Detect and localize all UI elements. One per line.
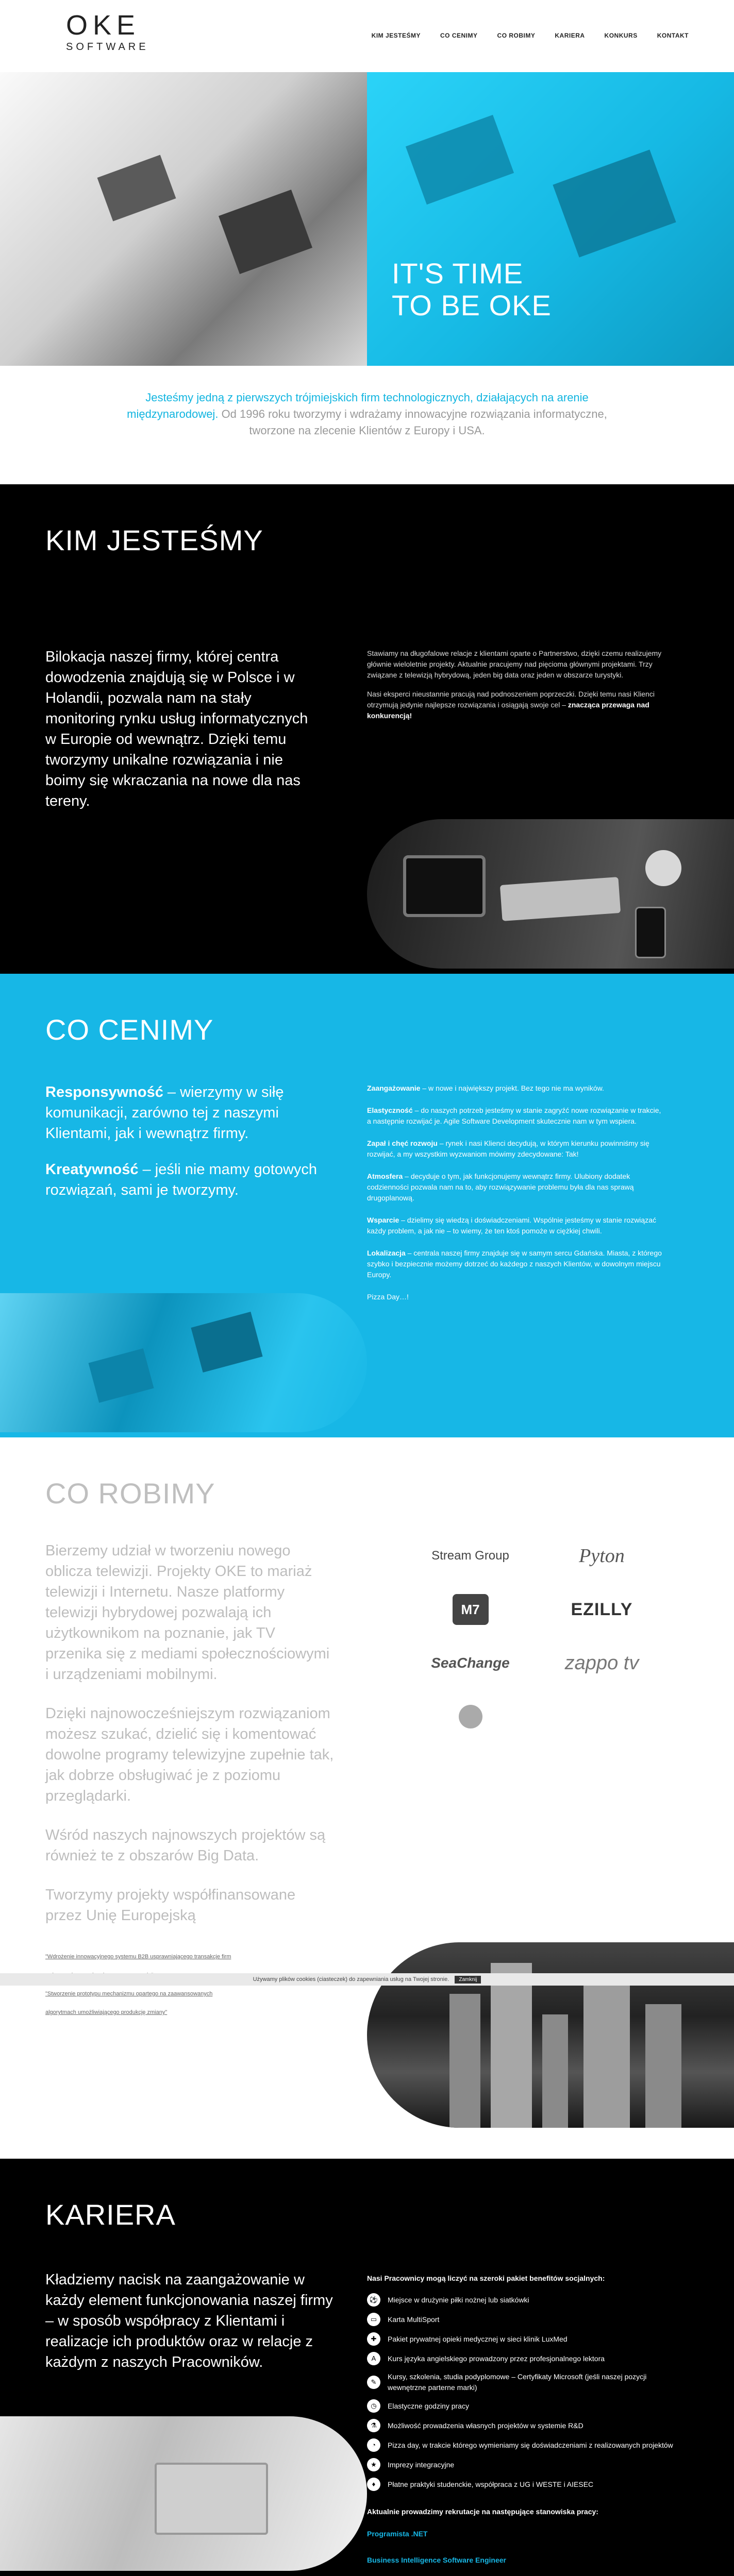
section-kariera [0,2159,734,2576]
logo-zappo-tv: zappo tv [564,1652,639,1674]
section-cenimy [0,974,734,1437]
eu-project-link[interactable]: algorytmach umożliwiającego produkcję zmiany" [45,2009,168,2015]
eu-project-link[interactable]: "Stworzenie prototypu mechanizmu opartego na zaawansowanych [45,1991,213,1997]
benefit-item: ♦ Płatne praktyki studenckie, współpraca z UG i WESTE i AIESEC [367,2478,676,2491]
benefit-item: ⚽ Miejsce w drużynie piłki nożnej lub siatkówki [367,2293,676,2307]
logo-stream-group: Stream Group [431,1549,509,1563]
benefit-item: A Kurs języka angielskiego prowadzony przez profesjonalnego lektora [367,2352,676,2365]
cenimy-lead: Responsywność – wierzymy w siłę komunikacji, zarówno tej z naszymi Klientami, jak i wewnątrz firmy. Kreatywność – jeśli nie mamy gotowych rozwiązań, sami je tworzymy. [45,1084,318,1198]
nav-kariera[interactable]: KARIERA [555,32,585,39]
intro-highlight: Jesteśmy jedną z pierwszych trójmiejskich firm technologicznych, działających na arenie międzynarodowej. [127,391,589,420]
benefit-item: ◔ Pizza day, w trakcie którego wymieniamy się doświadczeniami z realizowanych projektów [367,2438,676,2452]
logo-ezilly: EZILLY [571,1599,633,1619]
clock-icon: ◷ [367,2399,380,2413]
city-photo [367,1942,734,2128]
section-title: CO CENIMY [45,1013,214,1046]
job-link[interactable]: Programista .NET [367,2530,428,2538]
logo-seachange: SeaChange [431,1655,510,1671]
kariera-content: Nasi Pracownicy mogą liczyć na szeroki pakiet benefitów socjalnych: ⚽ Miejsce w drużynie piłki nożnej lub siatkówki ▭ Karta MultiSport ✚ Pakiet prywatnej opieki medycznej w sieci klinik LuxMed A Kurs języka angielskiego prowadzony przez profesjonalnego lektora ✎ Kursy, szkolenia, studia podyplomowe – Certyfikaty Microsoft (jeśli naszej pozycji wewnętrzne parterne marki) ◷ Elastyczne godziny pracy ⚗ Możliwość prowadzenia własnych projektów w systemie R&D ◔ Pizza day, w trakcie którego wymieniamy się doświadczeniami z realizowanych projektów ★ Imprezy integracyjne ♦ Płatne praktyki studenckie, współpraca z UG i WESTE i AIESEC Aktualnie prowadzimy rekrutacje na następujące stanowiska pracy: Programista .NET Business Intelligence Software Engineer [367,2273,676,2576]
benefit-item: ◷ Elastyczne godziny pracy [367,2399,676,2413]
value-item: Zapał i chęć rozwoju – rynek i nasi Klienci decydują, w którym kierunku powinniśmy się rozwijać, a my wszystkim wyzwaniom mówimy zdecydowane: Tak! [367,1139,649,1158]
section-title: KARIERA [45,2198,176,2231]
main-nav [372,32,689,39]
logo-sub: SOFTWARE [66,41,149,53]
value-item: Pizza Day…! [367,1293,409,1301]
cenimy-values [367,1083,666,1314]
value-item: Zaangażowanie – w nowe i największy projekt. Bez tego nie ma wyników. [367,1084,604,1092]
logo[interactable] [66,11,149,53]
value-item: Atmosfera – decyduje o tym, jak funkcjonujemy wewnątrz firmy. Ulubiony dodatek codzienności pozwala nam na to, aby rozwiązywanie problemu była dla nas sprawą drugoplanową. [367,1172,634,1202]
nav-kim[interactable]: KIM JESTEŚMY [371,32,421,39]
lab-icon: ⚗ [367,2419,380,2432]
logo-m7-group: M7 Group [412,1594,528,1625]
section-kim [0,484,734,974]
hand-cubes-photo [0,1293,367,1432]
logo-main: OKE [66,10,141,41]
hero-photo-left [0,72,367,366]
job-link[interactable]: Business Intelligence Software Engineer [367,2556,506,2564]
cookie-close-button[interactable]: Zamknij [455,1976,481,1984]
education-icon: ✎ [367,2376,380,2389]
language-icon: A [367,2352,380,2365]
benefit-item: ▭ Karta MultiSport [367,2313,676,2326]
card-icon: ▭ [367,2313,380,2326]
kim-lead: Bilokacja naszej firmy, której centra dowodzenia znajdują się w Polsce i w Holandii, pozwala nam na stały monitoring rynku usług informatycznych w Europie od wewnątrz. Dzięki temu tworzymy unikalne rozwiązania i nie boimy się wkraczania na nowe dla nas tereny. [45,649,308,809]
section-title: KIM JESTEŚMY [45,524,263,556]
nav-robimy[interactable]: CO ROBIMY [497,32,536,39]
student-icon: ♦ [367,2478,380,2491]
benefit-item: ★ Imprezy integracyjne [367,2458,676,2471]
robimy-text: Bierzemy udział w tworzeniu nowego oblicza telewizji. Projekty OKE to mariaż telewizji i Internetu. Nasze platformy telewizji hybrydowej pozwalają ich użytkownikom na poznanie, jak TV przenika się z mediami społecznościowymi i urządzeniami mobilnymi. Dzięki najnowocześniejszym rozwiązaniom możesz szukać, dzielić się i komentować dowolne programy telewizyjne zupełnie tak, jak dobrze obsługiwać je z poziomu przeglądarki. Wśród naszych najnowszych projektów są również te z obszarów Big Data. Tworzymy projekty współfinansowane przez Unię Europejską [45,1543,334,1924]
nav-konkurs[interactable]: KONKURS [604,32,638,39]
benefit-item: ⚗ Możliwość prowadzenia własnych projektów w systemie R&D [367,2419,676,2432]
medical-icon: ✚ [367,2332,380,2346]
section-robimy [0,1437,734,2159]
pizza-icon: ◔ [367,2438,380,2452]
cookie-bar: Używamy plików cookies (ciasteczek) do zapewniania usług na Twojej stronie. Zamknij [0,1973,734,1986]
intro [0,366,734,484]
vodafone-icon [459,1705,482,1728]
nav-kontakt[interactable]: KONTAKT [657,32,689,39]
desk-photo [367,819,734,969]
hero-photo-right [367,72,734,366]
section-title: CO ROBIMY [45,1477,215,1510]
header [0,0,734,72]
intro-text: Od 1996 roku tworzymy i wdrażamy innowacyjne rozwiązania informatyczne, tworzone na zlecenie Klientów z Europy i USA. [221,408,607,437]
hero-title: IT'S TIME TO BE OKE [392,257,552,321]
value-item: Elastyczność – do naszych potrzeb jesteśmy w stanie zagryźć nowe rozwiązanie w trakcie, a następnie rozwijać je. Agile Software Development skutecznie nam w tym wspiera. [367,1106,661,1125]
kim-text: Stawiamy na długofalowe relacje z klientami oparte o Partnerstwo, dzięki czemu realizujemy głównie wieloletnie projekty. Aktualnie pracujemy nad pięcioma głównymi projektami. Trzy związane z telewizją hybrydową, jeden big data oraz jeden w obszarze turystyki. Nasi eksperci nieustannie pracują nad podnoszeniem poprzeczki. Dzięki temu nasi Klienci otrzymują jedynie najlepsze rozwiązania i osiągają swoje cel – znacząca przewaga nad konkurencją! [367,649,662,720]
nav-cenimy[interactable]: CO CENIMY [440,32,478,39]
value-item: Wsparcie – dzielimy się wiedzą i doświadczeniami. Wspólnie jesteśmy w stanie rozwiązać każdy problem, a jak nie – to wiemy, że ten ktoś pomoże w ciężkiej chwili. [367,1216,656,1235]
client-logos [412,1540,660,1732]
eu-project-link[interactable]: "Wdrożenie innowacyjnego systemu B2B usprawniającego transakcje firm [45,1954,231,1960]
benefit-item: ✎ Kursy, szkolenia, studia podyplomowe – Certyfikaty Microsoft (jeśli naszej pozycji wewnętrzne parterne marki) [367,2371,676,2393]
logo-vodafone [412,1701,528,1732]
hero [0,72,734,366]
benefit-item: ✚ Pakiet prywatnej opieki medycznej w sieci klinik LuxMed [367,2332,676,2346]
party-icon: ★ [367,2458,380,2471]
football-icon: ⚽ [367,2293,380,2307]
value-item: Lokalizacja – centrala naszej firmy znajduje się w samym sercu Gdańska. Miasta, z którego szybko i bezpiecznie możemy dotrzeć do każdego z naszych Klientów, w dowolnym miejscu Europy. [367,1249,662,1279]
laptop-photo [0,2416,367,2571]
logo-pyton: Pyton [579,1545,625,1567]
kariera-lead: Kładziemy nacisk na zaangażowanie w każdy element funkcjonowania naszej firmy – w sposób współpracy z Klientami i realizacje ich produktów oraz w relacje z każdym z naszych Pracowników. [45,2272,333,2370]
